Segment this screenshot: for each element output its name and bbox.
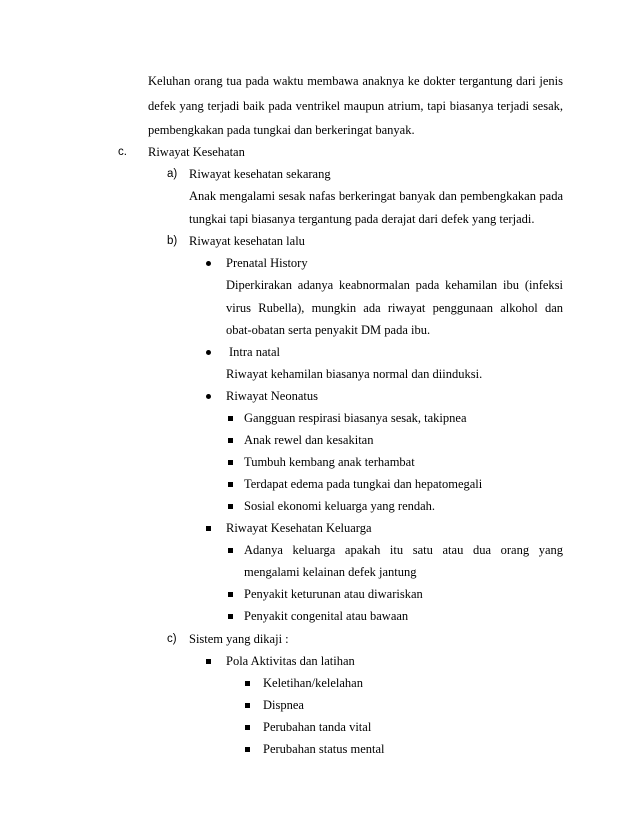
neonatus-item: Terdapat edema pada tungkai dan hepatomegali	[244, 477, 483, 491]
bullet-square-icon	[206, 526, 211, 531]
prenatal-line-2: virus Rubella), mungkin ada riwayat penggunaan alkohol dan	[226, 301, 563, 315]
neonatus-item: Sosial ekonomi keluarga yang rendah.	[244, 499, 436, 513]
keluarga-title: Riwayat Kesehatan Keluarga	[226, 521, 372, 535]
pola-item: Dispnea	[263, 698, 304, 712]
pola-item: Keletihan/kelelahan	[263, 676, 363, 690]
intro-line-3: pembengkakan pada tungkai dan berkeringat banyak.	[148, 123, 415, 137]
intranatal-title: Intra natal	[229, 345, 281, 359]
neonatus-item: Anak rewel dan kesakitan	[244, 433, 374, 447]
bullet-square-icon	[228, 416, 233, 421]
keluarga-item-3: Penyakit congenital atau bawaan	[244, 609, 409, 623]
pola-title: Pola Aktivitas dan latihan	[226, 654, 355, 668]
bullet-square-icon	[245, 747, 250, 752]
pola-item: Perubahan status mental	[263, 742, 385, 756]
bullet-dot-icon	[206, 350, 211, 355]
prenatal-line-3: obat-obatan serta penyakit DM pada ibu.	[226, 323, 431, 337]
keluarga-item-2: Penyakit keturunan atau diwariskan	[244, 587, 423, 601]
subsection-b-marker: b)	[167, 235, 178, 247]
bullet-square-icon	[228, 438, 233, 443]
neonatus-item: Tumbuh kembang anak terhambat	[244, 455, 415, 469]
intranatal-line-1: Riwayat kehamilan biasanya normal dan diinduksi.	[226, 367, 483, 381]
bullet-square-icon	[228, 504, 233, 509]
bullet-square-icon	[228, 614, 233, 619]
prenatal-line-1: Diperkirakan adanya keabnormalan pada kehamilan ibu (infeksi	[226, 278, 563, 292]
bullet-dot-icon	[206, 394, 211, 399]
bullet-square-icon	[245, 681, 250, 686]
section-c-marker: c.	[118, 146, 127, 158]
bullet-square-icon	[245, 703, 250, 708]
neonatus-title: Riwayat Neonatus	[226, 389, 318, 403]
subsection-a-line-2: tungkai tapi biasanya tergantung pada derajat dari defek yang terjadi.	[189, 212, 535, 226]
section-c-title: Riwayat Kesehatan	[148, 145, 245, 159]
bullet-dot-icon	[206, 261, 211, 266]
bullet-square-icon	[206, 659, 211, 664]
keluarga-item-1-line-1: Adanya keluarga apakah itu satu atau dua orang yang	[244, 543, 563, 557]
subsection-a-marker: a)	[167, 168, 178, 180]
subsection-c-marker: c)	[167, 633, 177, 645]
bullet-square-icon	[228, 592, 233, 597]
bullet-square-icon	[245, 725, 250, 730]
neonatus-item: Gangguan respirasi biasanya sesak, takipnea	[244, 411, 467, 425]
bullet-square-icon	[228, 460, 233, 465]
pola-item: Perubahan tanda vital	[263, 720, 372, 734]
subsection-a-line-1: Anak mengalami sesak nafas berkeringat banyak dan pembengkakan pada	[189, 189, 563, 203]
bullet-square-icon	[228, 482, 233, 487]
intro-line-2: defek yang terjadi baik pada ventrikel maupun atrium, tapi biasanya terjadi sesak,	[148, 99, 563, 113]
subsection-c-title: Sistem yang dikaji :	[189, 632, 289, 646]
intro-line-1: Keluhan orang tua pada waktu membawa anaknya ke dokter tergantung dari jenis	[148, 74, 563, 88]
keluarga-item-1-line-2: mengalami kelainan defek jantung	[244, 565, 417, 579]
subsection-a-title: Riwayat kesehatan sekarang	[189, 167, 331, 181]
prenatal-title: Prenatal History	[226, 256, 308, 270]
bullet-square-icon	[228, 548, 233, 553]
subsection-b-title: Riwayat kesehatan lalu	[189, 234, 305, 248]
